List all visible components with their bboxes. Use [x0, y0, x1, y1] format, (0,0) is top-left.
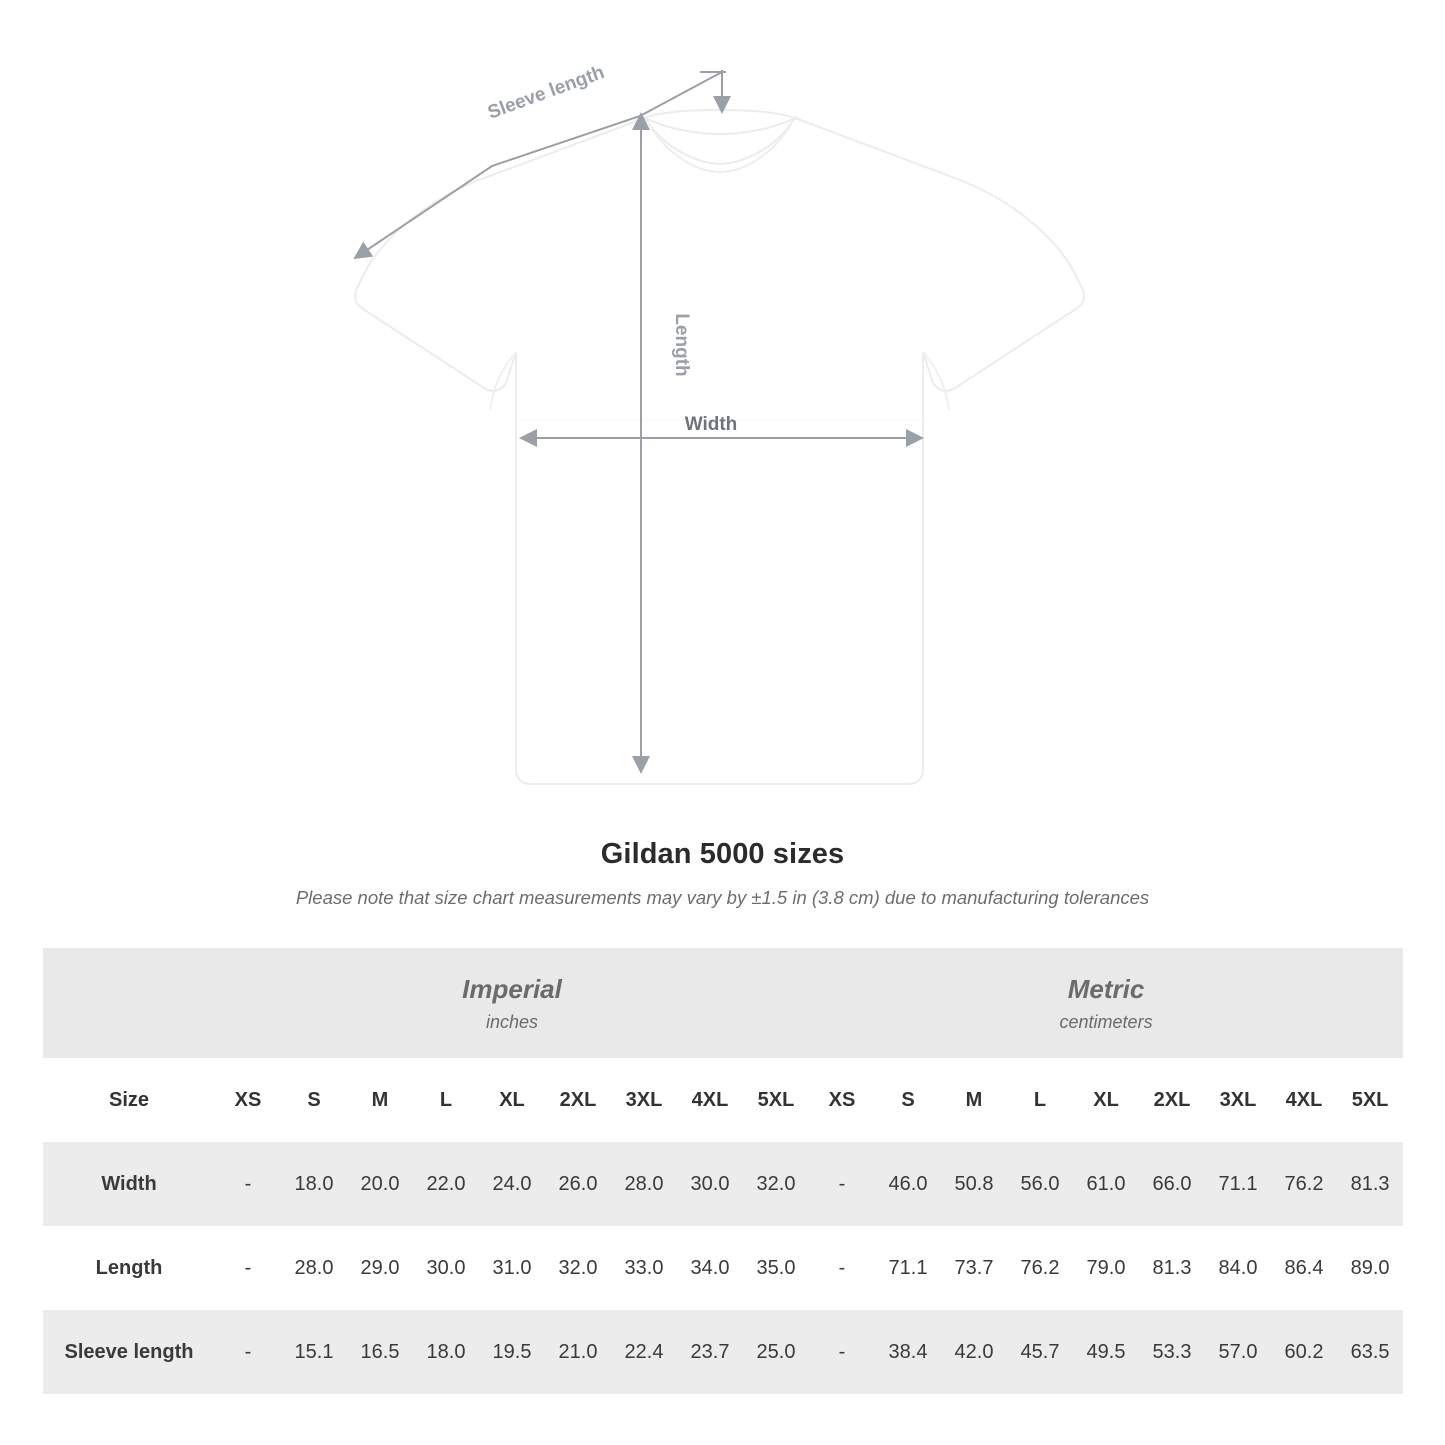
header-imperial-3xl: 3XL — [611, 1058, 677, 1142]
cell-length-metric-2xl: 81.3 — [1139, 1226, 1205, 1310]
tshirt-shape — [355, 110, 1084, 784]
table-row — [43, 1310, 1403, 1394]
cell-sleeve-metric-2xl: 53.3 — [1139, 1310, 1205, 1394]
cell-width-metric-5xl: 81.3 — [1337, 1142, 1403, 1226]
size-header-row — [43, 1058, 1403, 1142]
page-title: Gildan 5000 sizes — [600, 838, 845, 870]
header-imperial-5xl: 5XL — [743, 1058, 809, 1142]
header-imperial-l: L — [413, 1058, 479, 1142]
cell-width-imperial-3xl: 28.0 — [611, 1142, 677, 1226]
row-label-length: Length — [43, 1226, 215, 1310]
header-imperial-s: S — [281, 1058, 347, 1142]
unit-header-row — [43, 948, 1403, 1058]
cell-sleeve-metric-3xl: 57.0 — [1205, 1310, 1271, 1394]
width-label: Width — [684, 414, 738, 435]
cell-sleeve-imperial-l: 18.0 — [413, 1310, 479, 1394]
header-imperial-xl: XL — [479, 1058, 545, 1142]
cell-length-metric-m: 73.7 — [941, 1226, 1007, 1310]
cell-width-imperial-m: 20.0 — [347, 1142, 413, 1226]
header-metric-s: S — [875, 1058, 941, 1142]
cell-sleeve-imperial-5xl: 25.0 — [743, 1310, 809, 1394]
size-chart-table — [43, 948, 1403, 1394]
cell-sleeve-metric-s: 38.4 — [875, 1310, 941, 1394]
header-imperial-xs: XS — [215, 1058, 281, 1142]
cell-sleeve-imperial-xl: 19.5 — [479, 1310, 545, 1394]
cell-width-metric-xs: - — [809, 1142, 875, 1226]
cell-length-imperial-l: 30.0 — [413, 1226, 479, 1310]
cell-sleeve-imperial-m: 16.5 — [347, 1310, 413, 1394]
cell-width-imperial-xs: - — [215, 1142, 281, 1226]
cell-sleeve-metric-m: 42.0 — [941, 1310, 1007, 1394]
cell-width-imperial-4xl: 30.0 — [677, 1142, 743, 1226]
cell-length-imperial-3xl: 33.0 — [611, 1226, 677, 1310]
cell-sleeve-metric-4xl: 60.2 — [1271, 1310, 1337, 1394]
cell-sleeve-imperial-4xl: 23.7 — [677, 1310, 743, 1394]
header-metric-xl: XL — [1073, 1058, 1139, 1142]
cell-length-imperial-2xl: 32.0 — [545, 1226, 611, 1310]
header-imperial-2xl: 2XL — [545, 1058, 611, 1142]
cell-sleeve-metric-xl: 49.5 — [1073, 1310, 1139, 1394]
header-metric-5xl: 5XL — [1337, 1058, 1403, 1142]
sleeve-length-label: Sleeve length — [484, 62, 608, 124]
cell-width-imperial-s: 18.0 — [281, 1142, 347, 1226]
cell-sleeve-imperial-3xl: 22.4 — [611, 1310, 677, 1394]
cell-sleeve-metric-5xl: 63.5 — [1337, 1310, 1403, 1394]
title-block — [0, 838, 1445, 909]
cell-length-imperial-m: 29.0 — [347, 1226, 413, 1310]
unit-metric-sub: centimeters — [1059, 1011, 1153, 1032]
header-imperial-m: M — [347, 1058, 413, 1142]
cell-length-imperial-4xl: 34.0 — [677, 1226, 743, 1310]
cell-length-imperial-xl: 31.0 — [479, 1226, 545, 1310]
unit-imperial-name: Imperial — [462, 974, 562, 1005]
cell-width-metric-l: 56.0 — [1007, 1142, 1073, 1226]
cell-sleeve-metric-l: 45.7 — [1007, 1310, 1073, 1394]
header-metric-m: M — [941, 1058, 1007, 1142]
unit-metric — [809, 948, 1403, 1058]
cell-length-metric-5xl: 89.0 — [1337, 1226, 1403, 1310]
header-imperial-4xl: 4XL — [677, 1058, 743, 1142]
unit-imperial-sub: inches — [485, 1011, 539, 1032]
cell-sleeve-metric-xs: - — [809, 1310, 875, 1394]
header-size-label: Size — [43, 1058, 215, 1142]
header-metric-xs: XS — [809, 1058, 875, 1142]
unit-row-spacer — [43, 948, 215, 1058]
cell-length-metric-3xl: 84.0 — [1205, 1226, 1271, 1310]
table-row — [43, 1226, 1403, 1310]
header-metric-3xl: 3XL — [1205, 1058, 1271, 1142]
cell-width-metric-4xl: 76.2 — [1271, 1142, 1337, 1226]
length-label: Length — [671, 313, 692, 377]
unit-metric-name: Metric — [1067, 974, 1145, 1005]
cell-width-imperial-2xl: 26.0 — [545, 1142, 611, 1226]
table-row — [43, 1142, 1403, 1226]
cell-width-metric-m: 50.8 — [941, 1142, 1007, 1226]
tolerance-note: Please note that size chart measurements may vary by ±1.5 in (3.8 cm) due to manufacturing tolerances — [295, 887, 1150, 908]
row-label-width: Width — [43, 1142, 215, 1226]
cell-width-imperial-5xl: 32.0 — [743, 1142, 809, 1226]
cell-width-metric-s: 46.0 — [875, 1142, 941, 1226]
unit-imperial — [215, 948, 809, 1058]
cell-width-metric-3xl: 71.1 — [1205, 1142, 1271, 1226]
cell-width-metric-2xl: 66.0 — [1139, 1142, 1205, 1226]
cell-length-imperial-xs: - — [215, 1226, 281, 1310]
cell-width-imperial-xl: 24.0 — [479, 1142, 545, 1226]
cell-width-metric-xl: 61.0 — [1073, 1142, 1139, 1226]
header-metric-4xl: 4XL — [1271, 1058, 1337, 1142]
header-metric-l: L — [1007, 1058, 1073, 1142]
cell-length-metric-xl: 79.0 — [1073, 1226, 1139, 1310]
cell-length-imperial-s: 28.0 — [281, 1226, 347, 1310]
cell-length-imperial-5xl: 35.0 — [743, 1226, 809, 1310]
cell-sleeve-imperial-2xl: 21.0 — [545, 1310, 611, 1394]
size-chart-table-wrapper — [43, 948, 1402, 1394]
cell-length-metric-4xl: 86.4 — [1271, 1226, 1337, 1310]
cell-width-imperial-l: 22.0 — [413, 1142, 479, 1226]
row-label-sleeve-length: Sleeve length — [43, 1310, 215, 1394]
header-metric-2xl: 2XL — [1139, 1058, 1205, 1142]
cell-sleeve-imperial-s: 15.1 — [281, 1310, 347, 1394]
cell-length-metric-xs: - — [809, 1226, 875, 1310]
cell-length-metric-l: 76.2 — [1007, 1226, 1073, 1310]
cell-sleeve-imperial-xs: - — [215, 1310, 281, 1394]
cell-length-metric-s: 71.1 — [875, 1226, 941, 1310]
